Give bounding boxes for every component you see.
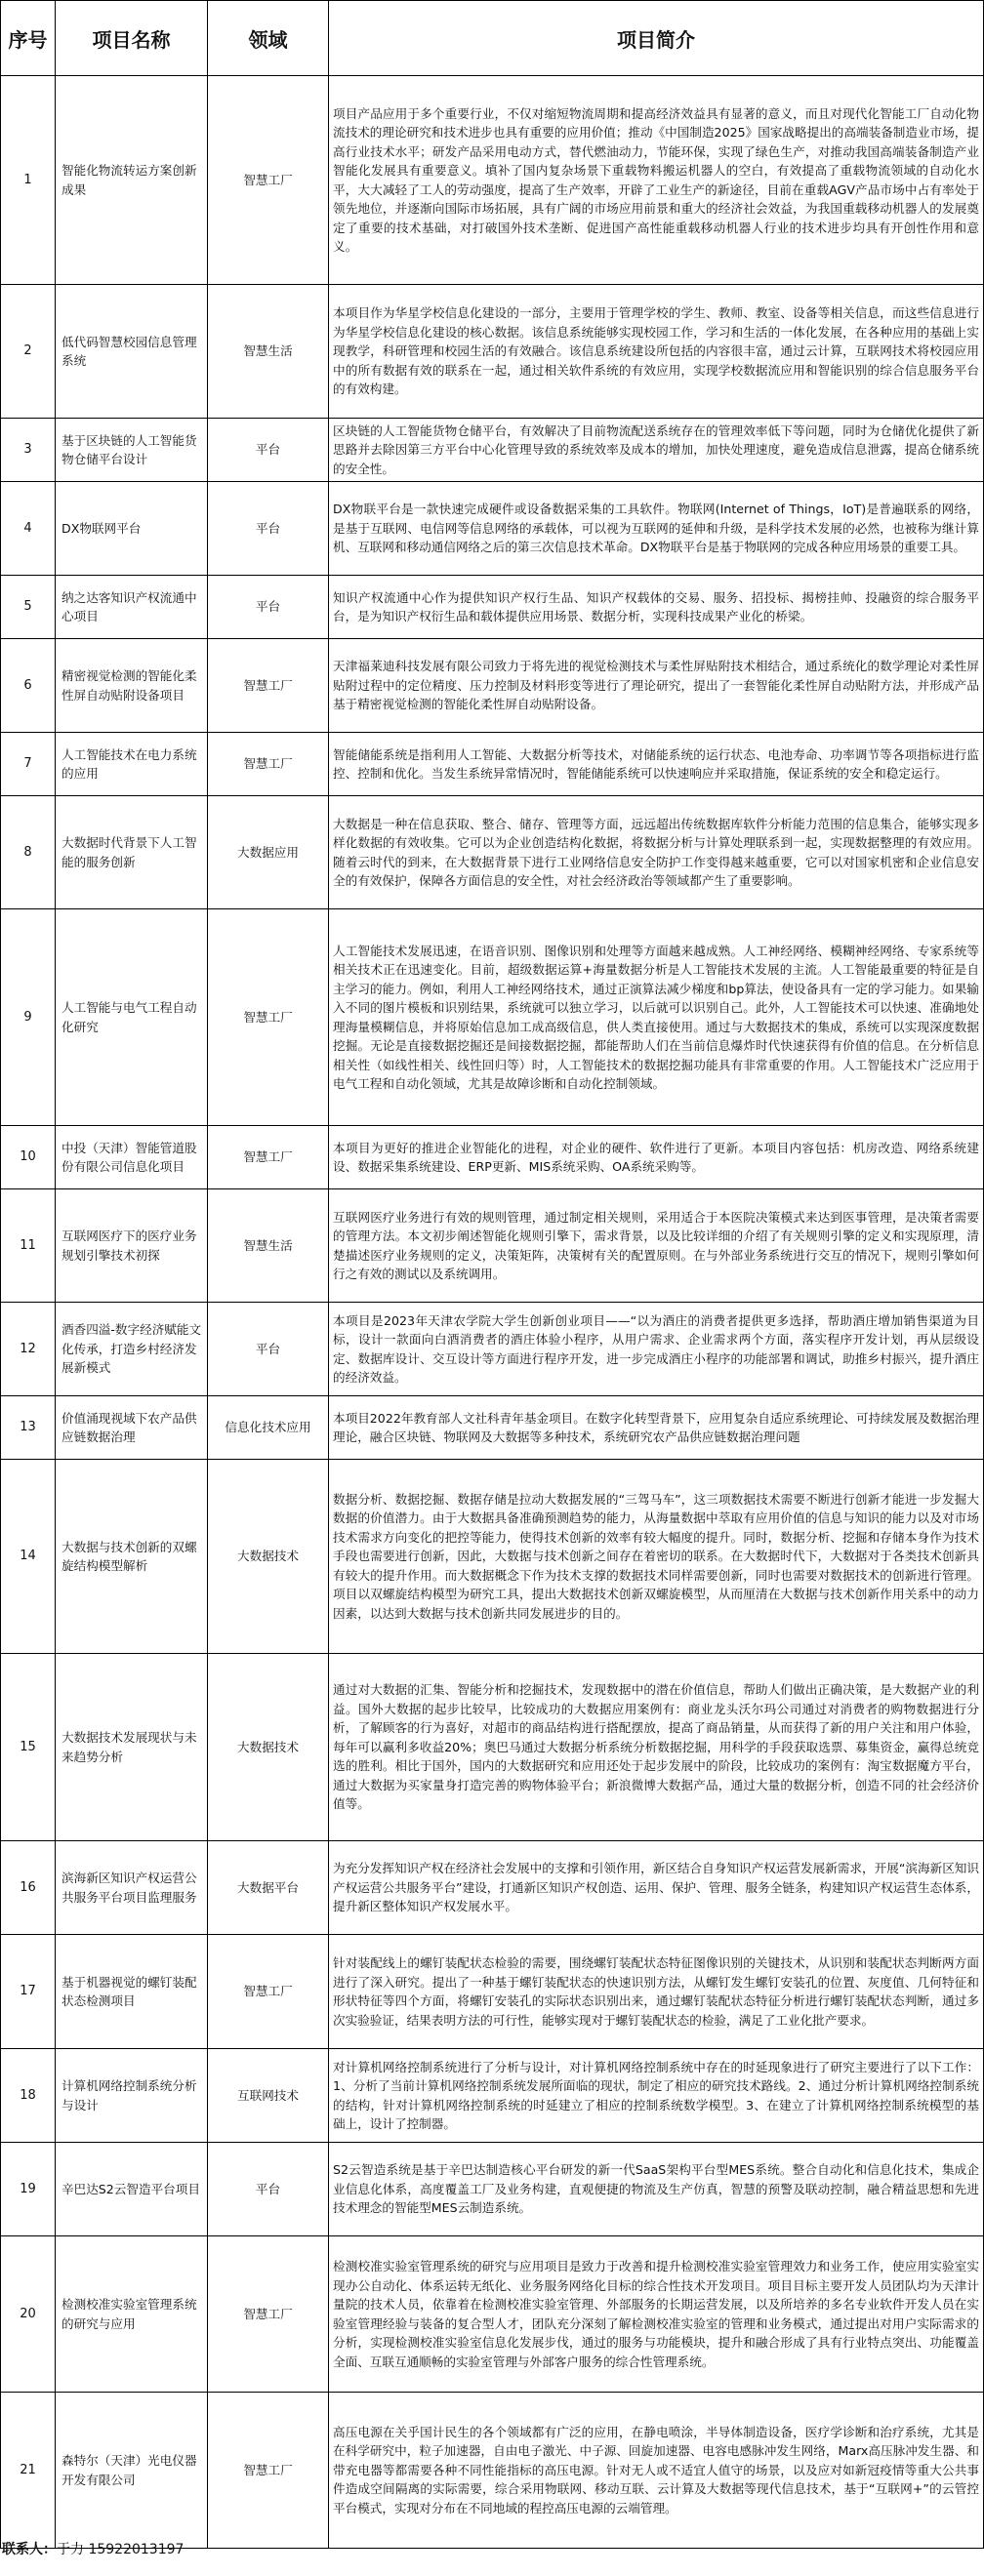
- row-desc: 高压电源在关乎国计民生的各个领域都有广泛的应用，在静电喷涂，半导体制造设备，医疗学诊断和治疗系统，尤其是在科学研究中，粒子加速器，自由电子激光、中子源、回旋加速器、电容电感脉冲发生网络，Marx高压脉冲发生器、和带充电器等都需要各种不同性能指标的高压电源。针对无人或不适宜人值守的场景，以及应对如新冠疫情等重大公共事件造成空间隔离的实际需要，综合采用物联网、移动互联、云计算及大数据等现代信息技术，基于“互联网+”的云管控平台模式，实现对分布在不同地域的程控高压电源的云端管理。: [329, 2393, 984, 2549]
- header-name: 项目名称: [56, 1, 208, 76]
- row-field: 平台: [208, 482, 329, 576]
- table-row: [1, 733, 984, 796]
- row-field: 智慧工厂: [208, 2236, 329, 2393]
- row-desc: 检测校准实验室管理系统的研究与应用项目是致力于改善和提升检测校准实验室管理效力和业务工作，使应用实验室实现办公自动化、体系运转无纸化、业务服务网络化目标的综合性技术开发项目。项目目标主要开发人员团队均为天津计量院的技术人员，依靠着在检测校准实验室管理、外部服务的长期运营发展，以及所培养的多名专业软件开发人员在实验室管理经验与装备的复合型人才，团队充分深刻了解检测校准实验室的管理和业务模式，通过提出对用户实际需求的分析，实现检测校准实验室信息化发展步伐，通过的服务与功能模块，提升和融合形成了具有行业特点突出、功能覆盖全面、互联互通顺畅的实验室管理与外部客户服务的综合性管理系统。: [329, 2236, 984, 2393]
- row-desc: 项目产品应用于多个重要行业，不仅对缩短物流周期和提高经济效益具有显著的意义，而且对现代化智能工厂自动化物流技术的理论研究和技术进步也具有重要的应用价值；推动《中国制造2025》国家战略提出的高端装备制造业市场，提高行业技术水平；研发产品采用电动方式，替代燃油动力，节能环保，实现了绿色生产，对推动我国高端装备制造产业智能化发展具有重要意义。填补了国内复杂场景下重载物料搬运机器人的空白，有效提高了重载物流领域的自动化水平，大大减轻了工人的劳动强度，提高了生产效率，开辟了工业生产的新途径，目前在重载AGV产品市场中占有率处于领先地位，并逐渐向国际市场拓展，具有广阔的市场应用前景和重大的经济社会效益，为我国重载移动机器人的发展奠定了重要的技术基础，对打破国外技术垄断、促进国产高性能重载移动机器人行业的技术进步均具有开创性作用和意义。: [329, 76, 984, 285]
- row-desc: 知识产权流通中心作为提供知识产权行生品、知识产权载体的交易、服务、招投标、揭榜挂帅、投融资的综合服务平台，是为知识产权衍生品和载体提供应用场景、数据分析，实现科技成果产业化的桥梁。: [329, 576, 984, 639]
- row-no: 17: [1, 1935, 56, 2049]
- row-desc: 本项目是2023年天津农学院大学生创新创业项目——“以为酒庄的消费者提供更多选择，帮助酒庄增加销售渠道为目标，设计一款面向白酒消费者的酒庄体验小程序，从用户需求、企业需求两个方面，落实程序开发计划，再从层级设定、数据库设计、交互设计等方面进行程序开发，进一步完成酒庄小程序的功能部署和调试，助推乡村振兴，提升酒庄的经济效益。: [329, 1303, 984, 1396]
- row-no: 3: [1, 419, 56, 482]
- row-name: DX物联网平台: [56, 482, 208, 576]
- row-name: 互联网医疗下的医疗业务规划引擎技术初探: [56, 1189, 208, 1303]
- table-row: [1, 2393, 984, 2549]
- row-field: 大数据技术: [208, 1654, 329, 1841]
- table-row: [1, 1460, 984, 1654]
- row-desc: DX物联平台是一款快速完成硬件或设备数据采集的工具软件。物联网(Internet of Things，IoT)是普遍联系的网络，是基于互联网、电信网等信息网络的承载体，可以视为互联网的延伸和升级，是科学技术发展的必然，也被称为继计算机、互联网和移动通信网络之后的第三次信息技术革命。DX物联平台是基于物联网的完成各种应用场景的重要工具。: [329, 482, 984, 576]
- row-desc: 本项目为更好的推进企业智能化的进程，对企业的硬件、软件进行了更新。本项目内容包括：机房改造、网络系统建设、数据采集系统建设、ERP更新、MIS系统采购、OA系统采购等。: [329, 1126, 984, 1189]
- row-desc: 大数据是一种在信息获取、整合、储存、管理等方面，远远超出传统数据库软件分析能力范围的信息集合，能够实现多样化数据的有效收集。它可以为企业创造结构化数据，将数据分析与计算处理联系到一起，实现数据整理的有效应用。随着云时代的到来，在大数据背景下进行工业网络信息安全防护工作变得越来越重要，它可以对国家机密和企业信息安全的有效保护，保障各方面信息的安全性，对社会经济政治等领域都产生了重要影响。: [329, 796, 984, 909]
- row-name: 森特尔（天津）光电仪器开发有限公司: [56, 2393, 208, 2549]
- row-field: 互联网技术: [208, 2049, 329, 2143]
- table-row: [1, 419, 984, 482]
- row-no: 18: [1, 2049, 56, 2143]
- row-no: 15: [1, 1654, 56, 1841]
- row-name: 辛巴达S2云智造平台项目: [56, 2143, 208, 2236]
- row-no: 12: [1, 1303, 56, 1396]
- row-name: 人工智能与电气工程自动化研究: [56, 909, 208, 1126]
- header-field: 领域: [208, 1, 329, 76]
- row-field: 智慧工厂: [208, 733, 329, 796]
- row-desc: 数据分析、数据挖掘、数据存储是拉动大数据发展的“三驾马车”，这三项数据技术需要不断进行创新才能进一步发掘大数据的价值潜力。由于大数据具备准确预测趋势的能力，从海量数据中萃取有应用价值的信息与知识的能力以及对市场技术需求方向变化的把控等能力，使得技术创新的效率有较大幅度的提升。同时，数据分析、挖掘和存储本身作为技术手段也需要进行创新，因此，大数据与技术创新之间存在着密切的联系。在大数据时代下，大数据对于各类技术创新具有较大的提升作用。而大数据概念下作为技术支撑的数据技术同样需要创新，同时也需要对数据技术的创新进行管理。项目以双螺旋结构模型为研究工具，提出大数据技术创新双螺旋模型，从而厘清在大数据与技术创新作用关系中的动力因素，以达到大数据与技术创新共同发展进步的目的。: [329, 1460, 984, 1654]
- row-no: 11: [1, 1189, 56, 1303]
- row-name: 基于机器视觉的螺钉装配状态检测项目: [56, 1935, 208, 2049]
- table-row: [1, 1189, 984, 1303]
- row-field: 智慧工厂: [208, 2393, 329, 2549]
- row-desc: 互联网医疗业务进行有效的规则管理，通过制定相关规则，采用适合于本医院决策模式来达到医事管理，是决策者需要的管理方法。本文初步阐述智能化规则引擎下，需求背景，以及比较详细的介绍了有关规则引擎的定义和实现原理，清楚描述医疗业务规则的定义，决策矩阵，决策树有关的配置原则。在与外部业务系统进行交互的情况下，规则引擎如何行之有效的测试以及系统调用。: [329, 1189, 984, 1303]
- table-row: [1, 76, 984, 285]
- header-no: 序号: [1, 1, 56, 76]
- row-name: 低代码智慧校园信息管理系统: [56, 285, 208, 419]
- row-field: 平台: [208, 2143, 329, 2236]
- row-name: 中投（天津）智能管道股份有限公司信息化项目: [56, 1126, 208, 1189]
- table-row: [1, 2236, 984, 2393]
- row-name: 大数据与技术创新的双螺旋结构模型解析: [56, 1460, 208, 1654]
- row-name: 精密视觉检测的智能化柔性屏自动贴附设备项目: [56, 639, 208, 733]
- row-no: 2: [1, 285, 56, 419]
- row-no: 9: [1, 909, 56, 1126]
- row-no: 7: [1, 733, 56, 796]
- row-no: 4: [1, 482, 56, 576]
- row-field: 大数据应用: [208, 796, 329, 909]
- row-no: 5: [1, 576, 56, 639]
- row-desc: 针对装配线上的螺钉装配状态检验的需要，围绕螺钉装配状态特征图像识别的关键技术，从识别和装配状态判断两方面进行了深入研究。提出了一种基于螺钉装配状态的快速识别方法，从螺钉发生螺钉安装孔的位置、灰度值、几何特征和形状特征等四个方面，将螺钉安装孔的实际状态识别出来，通过螺钉装配状态特征分析进行螺钉装配状态判断，通过多次实验验证，结果表明方法的可行性，能够实现对于螺钉装配状态的检验，满足了工业化批产要求。: [329, 1935, 984, 2049]
- row-no: 8: [1, 796, 56, 909]
- row-field: 大数据平台: [208, 1841, 329, 1935]
- row-no: 6: [1, 639, 56, 733]
- row-no: 13: [1, 1396, 56, 1460]
- row-name: 大数据技术发展现状与未来趋势分析: [56, 1654, 208, 1841]
- row-desc: 本项目2022年教育部人文社科青年基金项目。在数字化转型背景下，应用复杂自适应系统理论、可持续发展及数据治理理论，融合区块链、物联网及大数据等多种技术，系统研究农产品供应链数据治理问题: [329, 1396, 984, 1460]
- contact-line: [2, 2539, 184, 2558]
- row-field: 信息化技术应用: [208, 1396, 329, 1460]
- row-desc: 天津福莱迪科技发展有限公司致力于将先进的视觉检测技术与柔性屏贴附技术相结合，通过系统化的数学理论对柔性屏贴附过程中的定位精度、压力控制及材料形变等进行了理论研究，提出了一套智能化柔性屏自动贴附方法，并形成产品基于精密视觉检测的智能化柔性屏自动贴附设备。: [329, 639, 984, 733]
- table-row: [1, 1396, 984, 1460]
- row-no: 19: [1, 2143, 56, 2236]
- row-name: 检测校准实验室管理系统的研究与应用: [56, 2236, 208, 2393]
- row-name: 纳之达客知识产权流通中心项目: [56, 576, 208, 639]
- header-desc: 项目简介: [329, 1, 984, 76]
- row-name: 滨海新区知识产权运营公共服务平台项目监理服务: [56, 1841, 208, 1935]
- row-no: 1: [1, 76, 56, 285]
- row-desc: 智能储能系统是指利用人工智能、大数据分析等技术，对储能系统的运行状态、电池寿命、功率调节等各项指标进行监控、控制和优化。当发生系统异常情况时，智能储能系统可以快速响应并采取措施，保证系统的安全和稳定运行。: [329, 733, 984, 796]
- row-no: 10: [1, 1126, 56, 1189]
- row-desc: S2云智造系统是基于辛巴达制造核心平台研发的新一代SaaS架构平台型MES系统。整合自动化和信息化技术，集成企业信息化体系，高度覆盖工厂及业务构建，直观便捷的物流及生产仿真，智慧的预警及联动控制，融合精益思想和先进技术理念的智能型MES云制造系统。: [329, 2143, 984, 2236]
- row-name: 大数据时代背景下人工智能的服务创新: [56, 796, 208, 909]
- row-name: 基于区块链的人工智能货物仓储平台设计: [56, 419, 208, 482]
- row-field: 智慧生活: [208, 285, 329, 419]
- contact-label: 联系人：: [2, 2542, 57, 2557]
- row-field: 智慧工厂: [208, 1935, 329, 2049]
- row-field: 智慧工厂: [208, 76, 329, 285]
- table-row: [1, 2143, 984, 2236]
- table-row: [1, 576, 984, 639]
- table-header-row: [1, 1, 984, 76]
- row-no: 20: [1, 2236, 56, 2393]
- table-row: [1, 1654, 984, 1841]
- row-no: 16: [1, 1841, 56, 1935]
- row-field: 平台: [208, 1303, 329, 1396]
- row-field: 智慧工厂: [208, 639, 329, 733]
- table-row: [1, 909, 984, 1126]
- row-name: 酒香四溢-数字经济赋能文化传承，打造乡村经济发展新模式: [56, 1303, 208, 1396]
- table-row: [1, 796, 984, 909]
- row-field: 平台: [208, 576, 329, 639]
- row-field: 智慧工厂: [208, 909, 329, 1126]
- row-field: 大数据技术: [208, 1460, 329, 1654]
- table-row: [1, 1303, 984, 1396]
- row-name: 智能化物流转运方案创新成果: [56, 76, 208, 285]
- row-desc: 人工智能技术发展迅速，在语音识别、图像识别和处理等方面越来越成熟。人工神经网络、模糊神经网络、专家系统等相关技术正在迅速变化。目前，超级数据运算+海量数据分析是人工智能技术发展的主流。人工智能最重要的特征是自主学习的能力。例如，利用人工神经网络技术，通过正演算法减少梯度和bp算法，使设备具有一定的学习能力。如果输入不同的图片模板和识别结果，系统就可以独立学习，以后就可以识别自己。此外，人工智能技术可以快速、准确地处理海量模糊信息，并将原始信息加工成高级信息，供人类直接使用。通过与大数据技术的集成，系统可以实现深度数据挖掘。无论是直接数据挖掘还是间接数据挖掘，都能帮助人们在当前信息爆炸时代快速获得有价值的信息。在分析信息相关性（如线性相关、线性回归等）时，人工智能技术的数据挖掘功能具有非常重要的作用。人工智能技术广泛应用于电气工程和自动化领域，尤其是故障诊断和自动化控制领域。: [329, 909, 984, 1126]
- row-field: 平台: [208, 419, 329, 482]
- row-desc: 区块链的人工智能货物仓储平台，有效解决了目前物流配送系统存在的管理效率低下等问题，同时为仓储优化提供了新思路并去除因第三方平台中心化管理导致的系统效率及成本的增加，加快处理速度，避免造成信息泄露，提高仓储系统的安全性。: [329, 419, 984, 482]
- row-desc: 通过对大数据的汇集、智能分析和挖掘技术，发现数据中的潜在价值信息，帮助人们做出正确决策，是大数据产业的利益。国外大数据的起步比较早，比较成功的大数据应用案例有：商业龙头沃尔玛公司通过对消费者的购物数据进行分析，了解顾客的行为喜好，对超市的商品结构进行搭配摆放，提高了商品销量，从而获得了新的用户关注和用户体验，每年可以赢利多收益20%；奥巴马通过大数据分析系统分析数据挖掘，用科学的手段获取选票、募集资金，赢得总统竞选的胜利。相比于国外，国内的大数据研究和应用还处于起步发展中的阶段，比较成功的案例有：淘宝数据魔方平台，通过大数据为买家量身打造完善的购物体验平台；新浪微博大数据产品，通过大量的数据分析，创造不同的社会经济价值等。: [329, 1654, 984, 1841]
- row-desc: 本项目作为华星学校信息化建设的一部分，主要用于管理学校的学生、教师、教室、设备等相关信息，而这些信息进行为华星学校信息化建设的核心数据。该信息系统能够实现校园工作，学习和生活的一体化发展，在各种应用的基础上实现教学，科研管理和校园生活的有效融合。该信息系统建设所包括的内容很丰富，通过云计算，互联网技术将校园应用中的所有数据有效的联系在一起，通过相关软件系统的有效应用，实现学校数据流应用和智能识别的综合信息服务平台的有效构建。: [329, 285, 984, 419]
- row-no: 21: [1, 2393, 56, 2549]
- table-row: [1, 1841, 984, 1935]
- table-row: [1, 285, 984, 419]
- table-row: [1, 1126, 984, 1189]
- row-field: 智慧生活: [208, 1189, 329, 1303]
- row-desc: 为充分发挥知识产权在经济社会发展中的支撑和引领作用，新区结合自身知识产权运营发展新需求，开展“滨海新区知识产权运营公共服务平台”建设，打通新区知识产权创造、运用、保护、管理、服务全链条，构建知识产权运营生态体系，提升新区整体知识产权发展水平。: [329, 1841, 984, 1935]
- row-name: 计算机网络控制系统分析与设计: [56, 2049, 208, 2143]
- table-row: [1, 1935, 984, 2049]
- table-row: [1, 482, 984, 576]
- row-field: 智慧工厂: [208, 1126, 329, 1189]
- contact-value: 于力 15922013197: [57, 2542, 184, 2557]
- row-name: 价值涌现视域下农产品供应链数据治理: [56, 1396, 208, 1460]
- row-name: 人工智能技术在电力系统的应用: [56, 733, 208, 796]
- table-row: [1, 2049, 984, 2143]
- row-no: 14: [1, 1460, 56, 1654]
- table-row: [1, 639, 984, 733]
- row-desc: 对计算机网络控制系统进行了分析与设计，对计算机网络控制系统中存在的时延现象进行了研究主要进行了以下工作：1、分析了当前计算机网络控制系统发展所面临的现状，制定了相应的研究技术路线。2、通过分析计算机网络控制系统的结构，针对计算机网络控制系统的时延建立了相应的控制系统数学模型。3、在建立了计算机网络控制系统模型的基础上，设计了控制器。: [329, 2049, 984, 2143]
